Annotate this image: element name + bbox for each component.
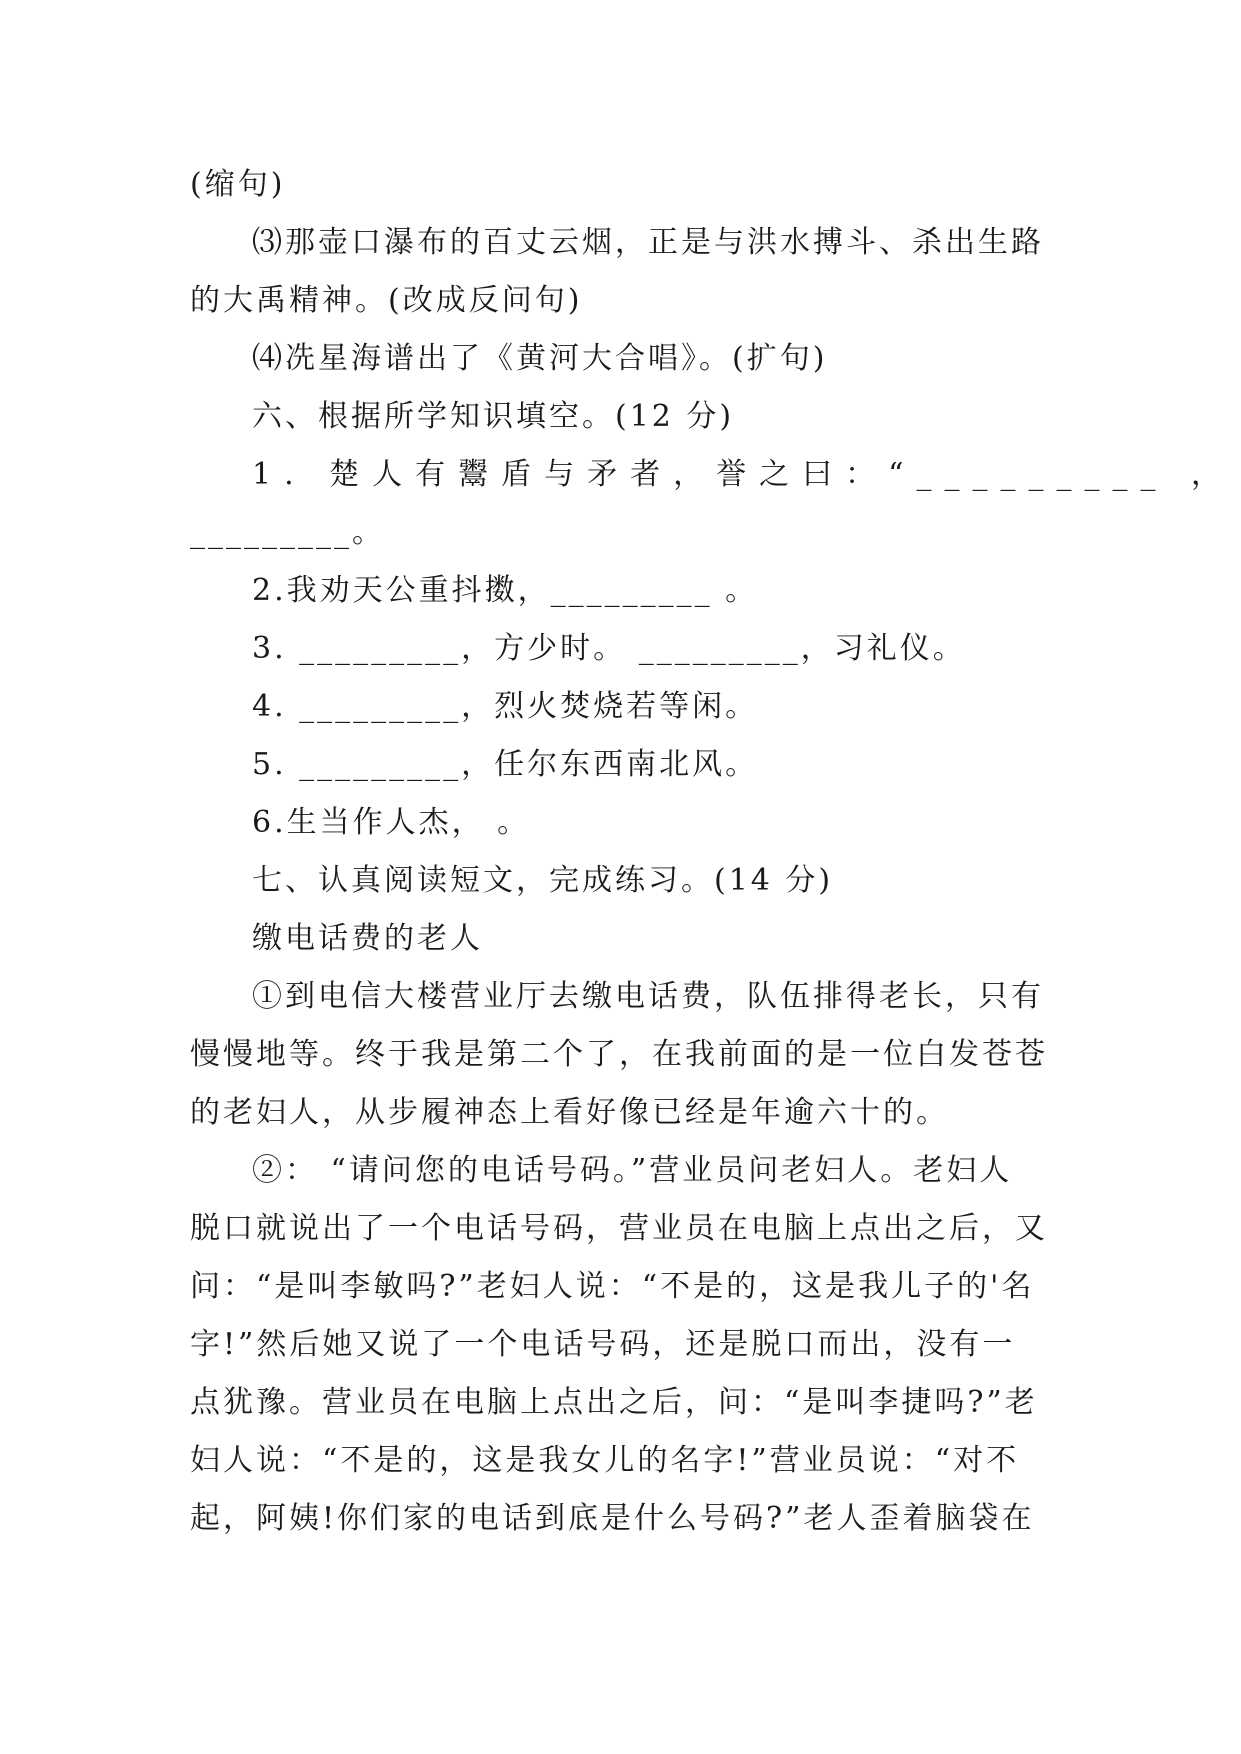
- paragraph-2-line-4: 字!”然后她又说了一个电话号码，还是脱口而出，没有一: [190, 1327, 1016, 1362]
- question-4-line: ⑷冼星海谱出了《黄河大合唱》。(扩句): [252, 341, 828, 376]
- fill-blank-1-line-2: _________。: [190, 515, 385, 550]
- fill-blank-3: 3. _________，方少时。 _________，习礼仪。: [252, 631, 966, 666]
- fill-blank-5: 5. _________，任尔东西南北风。: [252, 747, 759, 782]
- text-line: (缩句): [190, 167, 286, 202]
- paragraph-2-line-3: 问：“是叫李敏吗?”老妇人说：“不是的，这是我儿子的'名: [190, 1269, 1035, 1304]
- paragraph-1-line-2: 慢慢地等。终于我是第二个了，在我前面的是一位白发苍苍: [190, 1037, 1048, 1072]
- fill-blank-2: 2.我劝天公重抖擞，_________ 。: [252, 573, 759, 608]
- section-7-heading: 七、认真阅读短文，完成练习。(14 分): [252, 863, 834, 898]
- fill-blank-6: 6.生当作人杰， 。: [252, 805, 531, 840]
- fill-blank-1-line-1: 1. 楚人有鬻盾与矛者，誉之曰：“_________ ，: [252, 457, 1235, 492]
- question-3-line-2: 的大禹精神。(改成反问句): [190, 283, 583, 318]
- passage-title: 缴电话费的老人: [252, 921, 483, 956]
- section-6-heading: 六、根据所学知识填空。(12 分): [252, 399, 735, 434]
- paragraph-1-line-1: ①到电信大楼营业厅去缴电话费，队伍排得老长，只有: [252, 979, 1044, 1014]
- fill-blank-4: 4. _________，烈火焚烧若等闲。: [252, 689, 759, 724]
- paragraph-2-line-7: 起，阿姨!你们家的电话到底是什么号码?”老人歪着脑袋在: [190, 1501, 1035, 1536]
- paragraph-2-line-2: 脱口就说出了一个电话号码，营业员在电脑上点出之后，又: [190, 1211, 1048, 1246]
- paragraph-2-line-5: 点犹豫。营业员在电脑上点出之后，问：“是叫李捷吗?”老: [190, 1385, 1038, 1420]
- paragraph-2-line-1: ②： “请问您的电话号码。”营业员问老妇人。老妇人: [252, 1153, 1013, 1188]
- paragraph-2-line-6: 妇人说：“不是的，这是我女儿的名字!”营业员说：“对不: [190, 1443, 1020, 1478]
- question-3-line-1: ⑶那壶口瀑布的百丈云烟，正是与洪水搏斗、杀出生路: [252, 225, 1044, 260]
- paragraph-1-line-3: 的老妇人，从步履神态上看好像已经是年逾六十的。: [190, 1095, 949, 1130]
